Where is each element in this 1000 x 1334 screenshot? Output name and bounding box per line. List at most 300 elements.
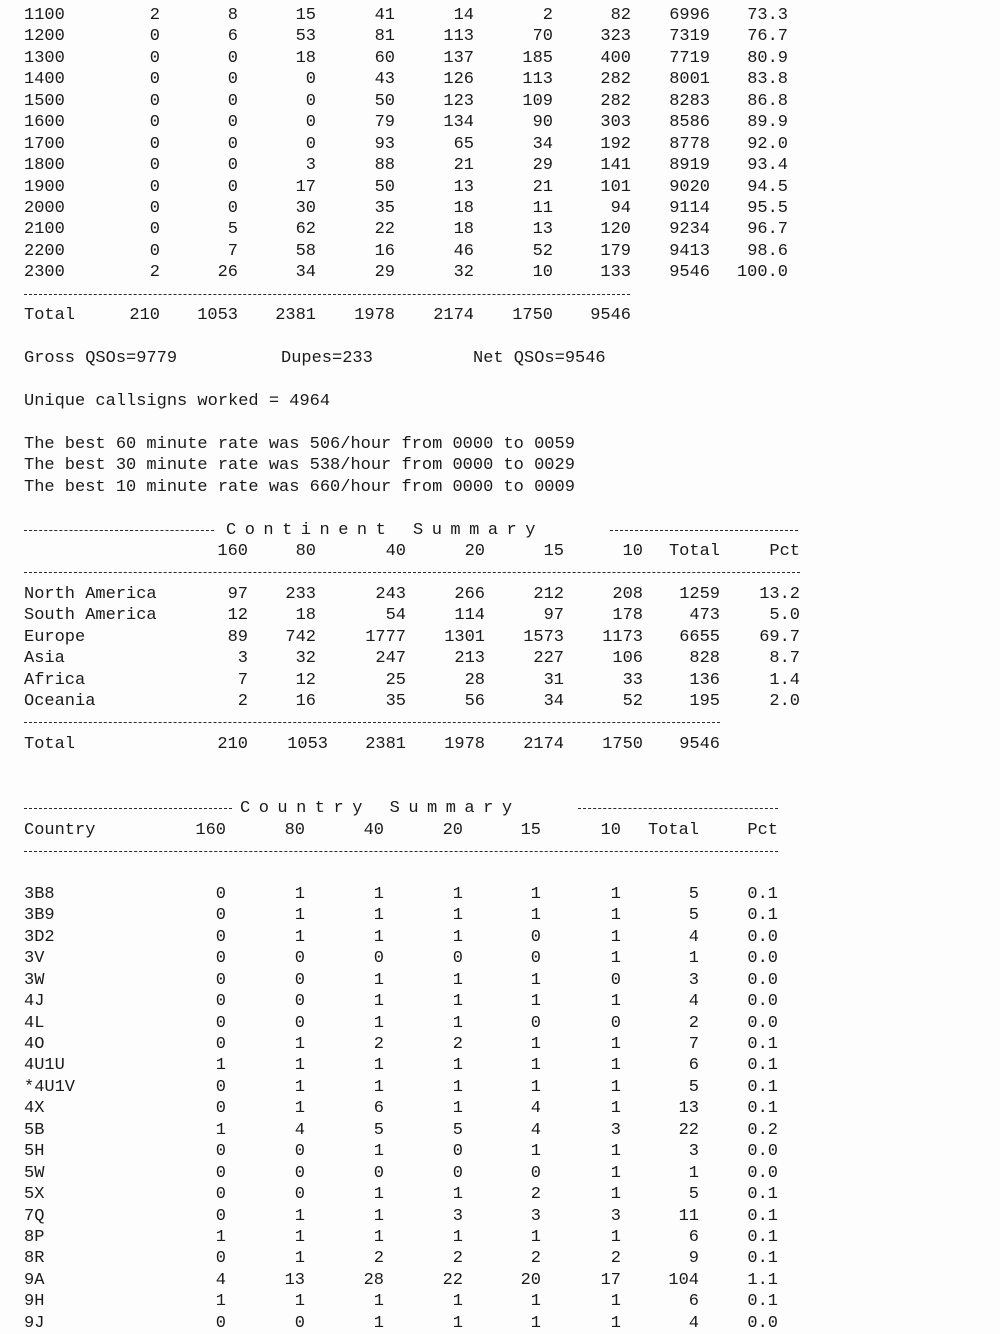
cell: Europe xyxy=(24,627,86,647)
cell: 2 xyxy=(373,1035,384,1054)
cell: 76.7 xyxy=(747,27,788,47)
cell: 43 xyxy=(374,70,395,90)
cell: 4J xyxy=(24,992,45,1012)
cell: 4 xyxy=(530,1120,541,1140)
cell: 70 xyxy=(532,27,553,47)
cell: 1 xyxy=(452,1185,463,1205)
cell: 1 xyxy=(294,1206,305,1226)
cell: 2 xyxy=(688,1013,699,1033)
cell: 54 xyxy=(385,606,406,626)
country-row xyxy=(0,991,1000,1012)
cell: 92.0 xyxy=(747,134,788,154)
cell: 2 xyxy=(542,6,553,25)
cell: 0.0 xyxy=(747,949,778,969)
net-qsos: Net QSOs=9546 xyxy=(473,349,606,368)
cell: *4U1V xyxy=(24,1077,76,1097)
cell: 1 xyxy=(215,1056,226,1076)
hour-row xyxy=(0,241,1000,262)
cell: 94 xyxy=(610,198,631,218)
cell: 3B9 xyxy=(24,906,55,926)
cell: 0 xyxy=(149,156,160,176)
cell: 50 xyxy=(374,91,395,111)
cell: 3D2 xyxy=(24,927,55,947)
cell: 0 xyxy=(452,1142,463,1162)
cell: 0 xyxy=(227,91,238,111)
cell: 10 xyxy=(622,541,643,561)
cell: 0 xyxy=(305,70,316,90)
cell: 1777 xyxy=(365,627,406,647)
cell: 4 xyxy=(688,992,699,1012)
cell: 1573 xyxy=(523,627,564,647)
cell: 94.5 xyxy=(747,177,788,197)
cell: 80 xyxy=(284,820,305,840)
cell: 86.8 xyxy=(747,91,788,111)
cell: 1 xyxy=(610,1056,621,1076)
cell: 5 xyxy=(688,906,699,926)
cell: 18 xyxy=(453,198,474,218)
hour-row xyxy=(0,198,1000,219)
cell: 8.7 xyxy=(769,649,800,669)
cell: 1 xyxy=(530,1313,541,1333)
cell: North America xyxy=(24,584,157,604)
cell: 1 xyxy=(610,1163,621,1183)
cell: 8283 xyxy=(669,91,710,111)
cell: 1 xyxy=(452,970,463,990)
cell: 0.0 xyxy=(747,1313,778,1333)
cell: 82 xyxy=(610,6,631,25)
cell: 5X xyxy=(24,1185,45,1205)
qso-counts xyxy=(0,348,1000,369)
hour-row xyxy=(0,134,1000,155)
cell: 1.4 xyxy=(769,670,800,690)
cell: 46 xyxy=(453,241,474,261)
cell: 0 xyxy=(227,70,238,90)
cell: 6 xyxy=(688,1056,699,1076)
country-table xyxy=(0,884,1000,1334)
continent-table xyxy=(0,584,1000,713)
cell: 1 xyxy=(452,1056,463,1076)
cell: 7719 xyxy=(669,48,710,68)
cell: 0 xyxy=(215,992,226,1012)
cell: 1 xyxy=(530,970,541,990)
continent-row xyxy=(0,584,1000,605)
cell: 0 xyxy=(149,48,160,68)
cell: 2 xyxy=(530,1249,541,1269)
cell: 2 xyxy=(149,263,160,283)
cell: 212 xyxy=(533,584,564,604)
cell: 113 xyxy=(443,27,474,47)
cell: 0 xyxy=(149,241,160,261)
cell: 113 xyxy=(522,70,553,90)
cell: 5.0 xyxy=(769,606,800,626)
cell: 15 xyxy=(543,541,564,561)
cell: 4U1U xyxy=(24,1056,65,1076)
cell: 80 xyxy=(295,541,316,561)
cell: 0.1 xyxy=(747,1206,778,1226)
cell: 2174 xyxy=(433,306,474,326)
cell: 303 xyxy=(600,113,631,133)
cell: 5B xyxy=(24,1120,45,1140)
cell: 52 xyxy=(532,241,553,261)
cell: 1 xyxy=(452,1077,463,1097)
cell: 0 xyxy=(149,70,160,90)
cell: 12 xyxy=(295,670,316,690)
cell: 13 xyxy=(284,1270,305,1290)
cell: 1 xyxy=(530,1292,541,1312)
best-rate-30: The best 30 minute rate was 538/hour from 0000 to 0029 xyxy=(24,456,575,476)
cell: 282 xyxy=(600,70,631,90)
cell: 3 xyxy=(610,1206,621,1226)
cell: 2 xyxy=(610,1249,621,1269)
cell: 3 xyxy=(688,970,699,990)
cell: 0 xyxy=(215,1013,226,1033)
cell: 208 xyxy=(612,584,643,604)
cell: 1 xyxy=(373,970,384,990)
cell: 1 xyxy=(294,1249,305,1269)
cell: 95.5 xyxy=(747,198,788,218)
cell: 2 xyxy=(149,6,160,25)
cell: 1 xyxy=(373,1142,384,1162)
cell: 2 xyxy=(452,1035,463,1054)
gross-qsos: Gross QSOs=9779 xyxy=(24,349,178,368)
cell: South America xyxy=(24,606,157,626)
cell: 8001 xyxy=(669,70,710,90)
cell: 0 xyxy=(215,1077,226,1097)
cell: 9A xyxy=(24,1270,45,1290)
cell: 1 xyxy=(373,992,384,1012)
cell: 100.0 xyxy=(736,263,788,283)
cell: 0 xyxy=(294,992,305,1012)
cell: 9546 xyxy=(679,734,720,754)
cell: 0.1 xyxy=(747,1227,778,1247)
cell: 17 xyxy=(600,1270,621,1290)
country-row xyxy=(0,1206,1000,1227)
cell: 2 xyxy=(373,1249,384,1269)
cell: 8919 xyxy=(669,156,710,176)
hour-row xyxy=(0,69,1000,90)
cell: 31 xyxy=(543,670,564,690)
cell: 123 xyxy=(443,91,474,111)
cell: 1 xyxy=(294,1099,305,1119)
cell: 1 xyxy=(294,1292,305,1312)
cell: 4 xyxy=(294,1120,305,1140)
cell: 1 xyxy=(452,906,463,926)
best-rate-10: The best 10 minute rate was 660/hour from 0000 to 0009 xyxy=(24,477,575,497)
cell: 1 xyxy=(610,1099,621,1119)
divider xyxy=(24,808,232,809)
cell: 14 xyxy=(453,6,474,25)
divider xyxy=(24,294,630,295)
continent-header-row xyxy=(0,541,1000,562)
continent-total-row xyxy=(0,734,1000,755)
continent-title-row xyxy=(0,520,1000,541)
cell: 9546 xyxy=(669,263,710,283)
cell: 8 xyxy=(227,6,238,25)
cell: 134 xyxy=(443,113,474,133)
cell: 1 xyxy=(530,1077,541,1097)
continent-row xyxy=(0,627,1000,648)
cell: 1 xyxy=(373,1185,384,1205)
cell: 0 xyxy=(294,1313,305,1333)
country-row xyxy=(0,1227,1000,1248)
cell: 4L xyxy=(24,1013,45,1033)
cell: 1 xyxy=(530,1035,541,1054)
cell: 41 xyxy=(374,6,395,25)
cell: 1 xyxy=(294,927,305,947)
hour-row xyxy=(0,5,1000,26)
cell: Total xyxy=(24,734,76,754)
cell: 5W xyxy=(24,1163,45,1183)
cell: 1 xyxy=(294,1056,305,1076)
cell: 1053 xyxy=(287,734,328,754)
cell: 1 xyxy=(530,1227,541,1247)
cell: 8R xyxy=(24,1249,45,1269)
hour-row xyxy=(0,26,1000,47)
cell: 742 xyxy=(285,627,316,647)
cell: 0.0 xyxy=(747,1142,778,1162)
cell: 1 xyxy=(373,884,384,904)
cell: 282 xyxy=(600,91,631,111)
cell: 80.9 xyxy=(747,48,788,68)
cell: 1400 xyxy=(24,70,65,90)
divider xyxy=(24,851,778,852)
cell: 2381 xyxy=(275,306,316,326)
cell: 1 xyxy=(373,906,384,926)
cell: 3 xyxy=(452,1206,463,1226)
cell: 79 xyxy=(374,113,395,133)
cell: 2100 xyxy=(24,220,65,240)
cell: 65 xyxy=(453,134,474,154)
cell: 1259 xyxy=(679,584,720,604)
cell: 29 xyxy=(532,156,553,176)
country-header-row xyxy=(0,820,1000,841)
cell: 2200 xyxy=(24,241,65,261)
cell: 9546 xyxy=(590,306,631,326)
cell: 0 xyxy=(294,970,305,990)
cell: 0 xyxy=(227,156,238,176)
cell: 3 xyxy=(305,156,316,176)
cell: 0 xyxy=(215,1313,226,1333)
cell: 1 xyxy=(688,1163,699,1183)
continent-row xyxy=(0,691,1000,712)
cell: 136 xyxy=(689,670,720,690)
cell: 1 xyxy=(373,1077,384,1097)
cell: 0 xyxy=(373,949,384,969)
cell: 13 xyxy=(532,220,553,240)
cell: Total xyxy=(668,541,720,561)
cell: 0 xyxy=(294,1185,305,1205)
cell: 6 xyxy=(373,1099,384,1119)
cell: 20 xyxy=(442,820,463,840)
continent-row xyxy=(0,670,1000,691)
cell: 1500 xyxy=(24,91,65,111)
cell: 93.4 xyxy=(747,156,788,176)
total-row xyxy=(0,734,1000,755)
cell: 1 xyxy=(294,884,305,904)
total-row xyxy=(0,305,1000,326)
cell: 0 xyxy=(149,198,160,218)
cell: 1 xyxy=(452,1313,463,1333)
cell: 69.7 xyxy=(759,627,800,647)
cell: 0 xyxy=(215,1206,226,1226)
cell: 1300 xyxy=(24,48,65,68)
cell: 114 xyxy=(454,606,485,626)
cell: 0.1 xyxy=(747,1185,778,1205)
cell: 0 xyxy=(530,1163,541,1183)
continent-row xyxy=(0,605,1000,626)
cell: 266 xyxy=(454,584,485,604)
best-rate-60: The best 60 minute rate was 506/hour from 0000 to 0059 xyxy=(24,434,575,454)
cell: Oceania xyxy=(24,692,96,711)
unique-callsigns: Unique callsigns worked = 4964 xyxy=(24,391,331,411)
cell: 0 xyxy=(227,198,238,218)
cell: 243 xyxy=(375,584,406,604)
continent-summary-title: Continent Summary xyxy=(226,520,544,540)
cell: 8P xyxy=(24,1227,45,1247)
cell: 2300 xyxy=(24,263,65,283)
cell: Total xyxy=(24,306,76,326)
cell: 0.1 xyxy=(747,884,778,904)
cell: 0.2 xyxy=(747,1120,778,1140)
cell: 1053 xyxy=(197,306,238,326)
cell: 22 xyxy=(374,220,395,240)
cell: 6996 xyxy=(669,6,710,25)
cell: 1 xyxy=(294,1077,305,1097)
header-row xyxy=(0,541,1000,562)
cell: 0 xyxy=(452,949,463,969)
cell: 1.1 xyxy=(747,1270,778,1290)
cell: 5 xyxy=(373,1120,384,1140)
cell: 1800 xyxy=(24,156,65,176)
country-row xyxy=(0,1013,1000,1034)
cell: 0 xyxy=(305,91,316,111)
cell: 9413 xyxy=(669,241,710,261)
cell: 0 xyxy=(373,1163,384,1183)
cell: 0 xyxy=(530,949,541,969)
country-row xyxy=(0,1184,1000,1205)
cell: 1 xyxy=(610,1292,621,1312)
cell: 1600 xyxy=(24,113,65,133)
cell: 53 xyxy=(295,27,316,47)
cell: 233 xyxy=(285,584,316,604)
cell: 89 xyxy=(227,627,248,647)
cell: Pct xyxy=(747,820,778,840)
cell: 1 xyxy=(610,1185,621,1205)
cell: 0.1 xyxy=(747,906,778,926)
cell: 32 xyxy=(453,263,474,283)
cell: 1 xyxy=(215,1120,226,1140)
cell: 3 xyxy=(688,1142,699,1162)
cell: 5 xyxy=(688,1077,699,1097)
cell: 73.3 xyxy=(747,6,788,25)
cell: 247 xyxy=(375,649,406,669)
cell: 2000 xyxy=(24,198,65,218)
cell: 0.1 xyxy=(747,1292,778,1312)
country-row xyxy=(0,1270,1000,1291)
cell: 1 xyxy=(610,1035,621,1054)
cell: 0.0 xyxy=(747,970,778,990)
cell: 178 xyxy=(612,606,643,626)
cell: 9114 xyxy=(669,198,710,218)
cell: 20 xyxy=(520,1270,541,1290)
country-row xyxy=(0,927,1000,948)
cell: Country xyxy=(24,820,96,840)
report-page xyxy=(0,5,1000,1334)
cell: Africa xyxy=(24,670,86,690)
cell: 1 xyxy=(294,1035,305,1054)
cell: 473 xyxy=(689,606,720,626)
cell: 2381 xyxy=(365,734,406,754)
cell: 1978 xyxy=(354,306,395,326)
cell: 1 xyxy=(373,1313,384,1333)
cell: 5 xyxy=(227,220,238,240)
cell: 0.0 xyxy=(747,1013,778,1033)
cell: 1 xyxy=(452,1227,463,1247)
cell: 185 xyxy=(522,48,553,68)
hour-row xyxy=(0,48,1000,69)
cell: 0 xyxy=(305,113,316,133)
cell: 28 xyxy=(464,670,485,690)
cell: 89.9 xyxy=(747,113,788,133)
cell: 22 xyxy=(678,1120,699,1140)
divider xyxy=(578,808,778,809)
cell: 1 xyxy=(610,1142,621,1162)
cell: 13.2 xyxy=(759,584,800,604)
cell: 4 xyxy=(688,927,699,947)
country-row xyxy=(0,1291,1000,1312)
cell: 5 xyxy=(452,1120,463,1140)
hourly-total-row xyxy=(0,305,1000,326)
cell: 10 xyxy=(532,263,553,283)
cell: 1200 xyxy=(24,27,65,47)
cell: 1 xyxy=(452,1013,463,1033)
divider xyxy=(24,572,800,573)
cell: 30 xyxy=(295,198,316,218)
cell: 1700 xyxy=(24,134,65,154)
cell: 16 xyxy=(295,692,316,711)
cell: 141 xyxy=(600,156,631,176)
cell: 21 xyxy=(532,177,553,197)
cell: 0 xyxy=(149,91,160,111)
country-row xyxy=(0,1163,1000,1184)
cell: 22 xyxy=(442,1270,463,1290)
cell: 4 xyxy=(215,1270,226,1290)
cell: 1 xyxy=(610,927,621,947)
cell: 4X xyxy=(24,1099,45,1119)
cell: 5 xyxy=(688,1185,699,1205)
cell: Total xyxy=(647,820,699,840)
cell: 0 xyxy=(215,1185,226,1205)
divider xyxy=(610,530,798,531)
cell: 58 xyxy=(295,241,316,261)
cell: 10 xyxy=(600,820,621,840)
cell: 5 xyxy=(688,884,699,904)
country-row xyxy=(0,1248,1000,1269)
country-row xyxy=(0,884,1000,905)
unique-row xyxy=(0,391,1000,412)
cell: 0 xyxy=(305,134,316,154)
cell: 7 xyxy=(688,1035,699,1054)
cell: 1 xyxy=(294,906,305,926)
cell: 34 xyxy=(532,134,553,154)
cell: 0 xyxy=(294,1142,305,1162)
cell: 1100 xyxy=(24,6,65,25)
cell: 126 xyxy=(443,70,474,90)
cell: 96.7 xyxy=(747,220,788,240)
cell: 35 xyxy=(385,692,406,711)
cell: 1301 xyxy=(444,627,485,647)
dupes: Dupes=233 xyxy=(281,349,373,368)
